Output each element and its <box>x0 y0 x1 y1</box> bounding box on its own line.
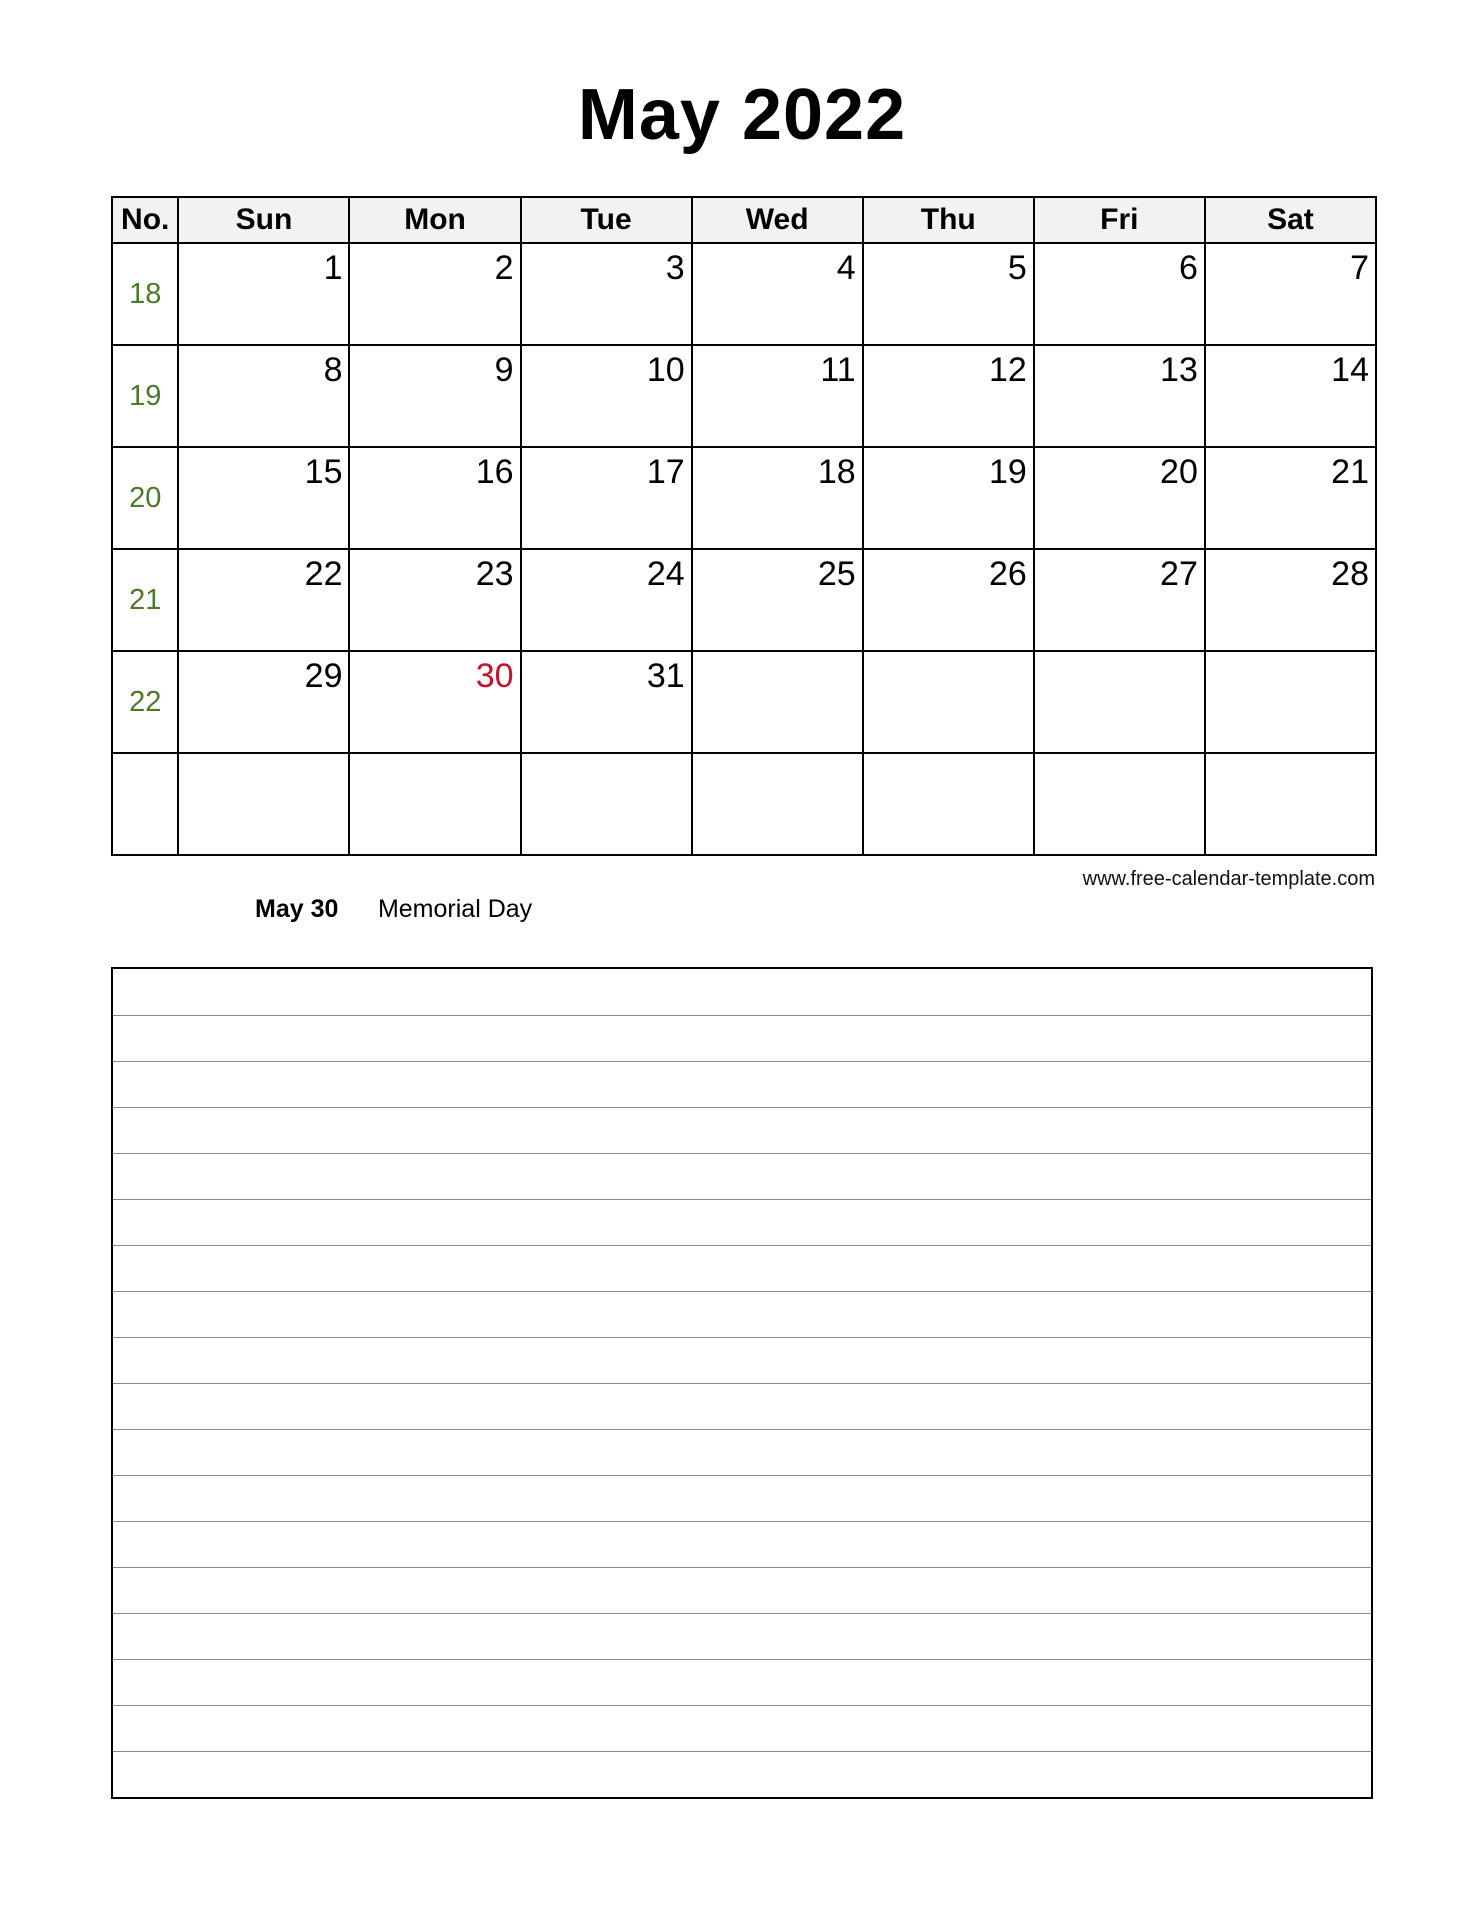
calendar-title: May 2022 <box>577 75 907 155</box>
weekday-header: Mon <box>349 197 520 243</box>
weekday-header: Fri <box>1034 197 1205 243</box>
holiday-name: Memorial Day <box>377 895 533 923</box>
note-line <box>113 1659 1371 1660</box>
weekday-header: Wed <box>692 197 863 243</box>
day-cell <box>863 753 1034 855</box>
note-line <box>113 1521 1371 1522</box>
week-row <box>112 243 1376 345</box>
weekday-header-row <box>112 197 1376 243</box>
note-line <box>113 1291 1371 1292</box>
day-cell <box>1034 753 1205 855</box>
week-number-cell <box>112 243 178 345</box>
week-number-cell <box>112 651 178 753</box>
day-number: 1 <box>323 249 343 287</box>
week-number-cell <box>112 447 178 549</box>
day-cell <box>1034 345 1205 447</box>
day-cell <box>178 447 349 549</box>
week-number-header: No. <box>112 197 178 243</box>
note-line <box>113 1567 1371 1568</box>
note-line <box>113 1429 1371 1430</box>
day-cell <box>692 243 863 345</box>
week-row <box>112 651 1376 753</box>
note-line <box>113 1475 1371 1476</box>
day-cell <box>178 243 349 345</box>
note-line <box>113 1199 1371 1200</box>
day-number: 7 <box>1350 249 1369 287</box>
day-number: 27 <box>1160 555 1198 593</box>
day-cell <box>349 651 520 753</box>
day-number: 16 <box>475 453 514 491</box>
note-line <box>113 1705 1371 1706</box>
day-cell <box>863 243 1034 345</box>
day-cell <box>692 753 863 855</box>
day-cell <box>521 243 692 345</box>
day-number: 13 <box>1160 351 1198 389</box>
day-cell <box>1034 549 1205 651</box>
week-number-cell <box>112 753 178 855</box>
day-number: 10 <box>646 351 685 389</box>
holiday-list-item <box>255 895 532 924</box>
day-number: 19 <box>988 453 1027 491</box>
day-number: 4 <box>836 249 856 287</box>
day-number: 24 <box>646 555 685 593</box>
day-number: 5 <box>1007 249 1027 287</box>
day-cell <box>692 447 863 549</box>
day-number: 17 <box>646 453 685 491</box>
day-cell <box>863 447 1034 549</box>
week-row <box>112 447 1376 549</box>
day-number: 14 <box>1331 351 1369 389</box>
day-cell <box>1205 243 1376 345</box>
day-number: 20 <box>1160 453 1198 491</box>
day-cell <box>1205 447 1376 549</box>
day-cell <box>349 549 520 651</box>
day-cell <box>349 753 520 855</box>
day-number: 31 <box>646 657 685 695</box>
holiday-date: May 30 <box>255 895 339 923</box>
day-cell <box>349 345 520 447</box>
week-number: 20 <box>129 482 162 514</box>
notes-area[interactable] <box>111 967 1373 1799</box>
day-cell <box>692 651 863 753</box>
source-url: www.free-calendar-template.com <box>1082 868 1375 890</box>
day-cell <box>863 651 1034 753</box>
day-cell <box>521 345 692 447</box>
day-cell <box>692 345 863 447</box>
day-number: 9 <box>494 351 514 389</box>
day-cell <box>1205 345 1376 447</box>
note-line <box>113 1613 1371 1614</box>
day-cell <box>521 651 692 753</box>
day-cell <box>1205 549 1376 651</box>
week-number: 21 <box>129 584 162 616</box>
day-number: 22 <box>304 555 343 593</box>
note-line <box>113 1751 1371 1752</box>
day-cell <box>178 549 349 651</box>
day-number: 29 <box>304 657 343 695</box>
note-line <box>113 1245 1371 1246</box>
day-cell <box>521 549 692 651</box>
day-cell <box>863 549 1034 651</box>
calendar-grid <box>111 196 1377 856</box>
day-number: 25 <box>817 555 856 593</box>
day-cell <box>178 345 349 447</box>
week-row <box>112 549 1376 651</box>
day-number: 6 <box>1178 249 1198 287</box>
note-line <box>113 1153 1371 1154</box>
week-number: 18 <box>129 278 162 310</box>
day-number: 12 <box>988 351 1027 389</box>
day-cell <box>863 345 1034 447</box>
day-cell <box>1034 651 1205 753</box>
weekday-header: Thu <box>863 197 1034 243</box>
weekday-header: Tue <box>521 197 692 243</box>
day-cell <box>349 243 520 345</box>
note-line <box>113 1107 1371 1108</box>
day-number: 28 <box>1331 555 1369 593</box>
day-cell <box>521 753 692 855</box>
week-row <box>112 345 1376 447</box>
weekday-header: Sun <box>178 197 349 243</box>
day-number: 23 <box>475 555 514 593</box>
holiday-day-number: 30 <box>475 657 514 695</box>
day-cell <box>1034 243 1205 345</box>
day-number: 11 <box>820 351 856 389</box>
day-cell <box>1205 651 1376 753</box>
note-line <box>113 1337 1371 1338</box>
weekday-header: Sat <box>1205 197 1376 243</box>
day-cell <box>349 447 520 549</box>
day-cell <box>521 447 692 549</box>
day-number: 3 <box>665 249 685 287</box>
day-cell <box>178 651 349 753</box>
day-number: 26 <box>988 555 1027 593</box>
note-line <box>113 1061 1371 1062</box>
note-line <box>113 1015 1371 1016</box>
day-number: 18 <box>817 453 856 491</box>
note-line <box>113 1383 1371 1384</box>
week-number-cell <box>112 345 178 447</box>
day-number: 15 <box>304 453 343 491</box>
week-number: 22 <box>129 686 162 718</box>
day-cell <box>1034 447 1205 549</box>
day-cell <box>1205 753 1376 855</box>
day-cell <box>178 753 349 855</box>
week-row <box>112 753 1376 855</box>
day-number: 21 <box>1331 453 1369 491</box>
week-number-cell <box>112 549 178 651</box>
day-number: 2 <box>494 249 514 287</box>
day-cell <box>692 549 863 651</box>
week-number: 19 <box>129 380 162 412</box>
day-number: 8 <box>323 351 343 389</box>
